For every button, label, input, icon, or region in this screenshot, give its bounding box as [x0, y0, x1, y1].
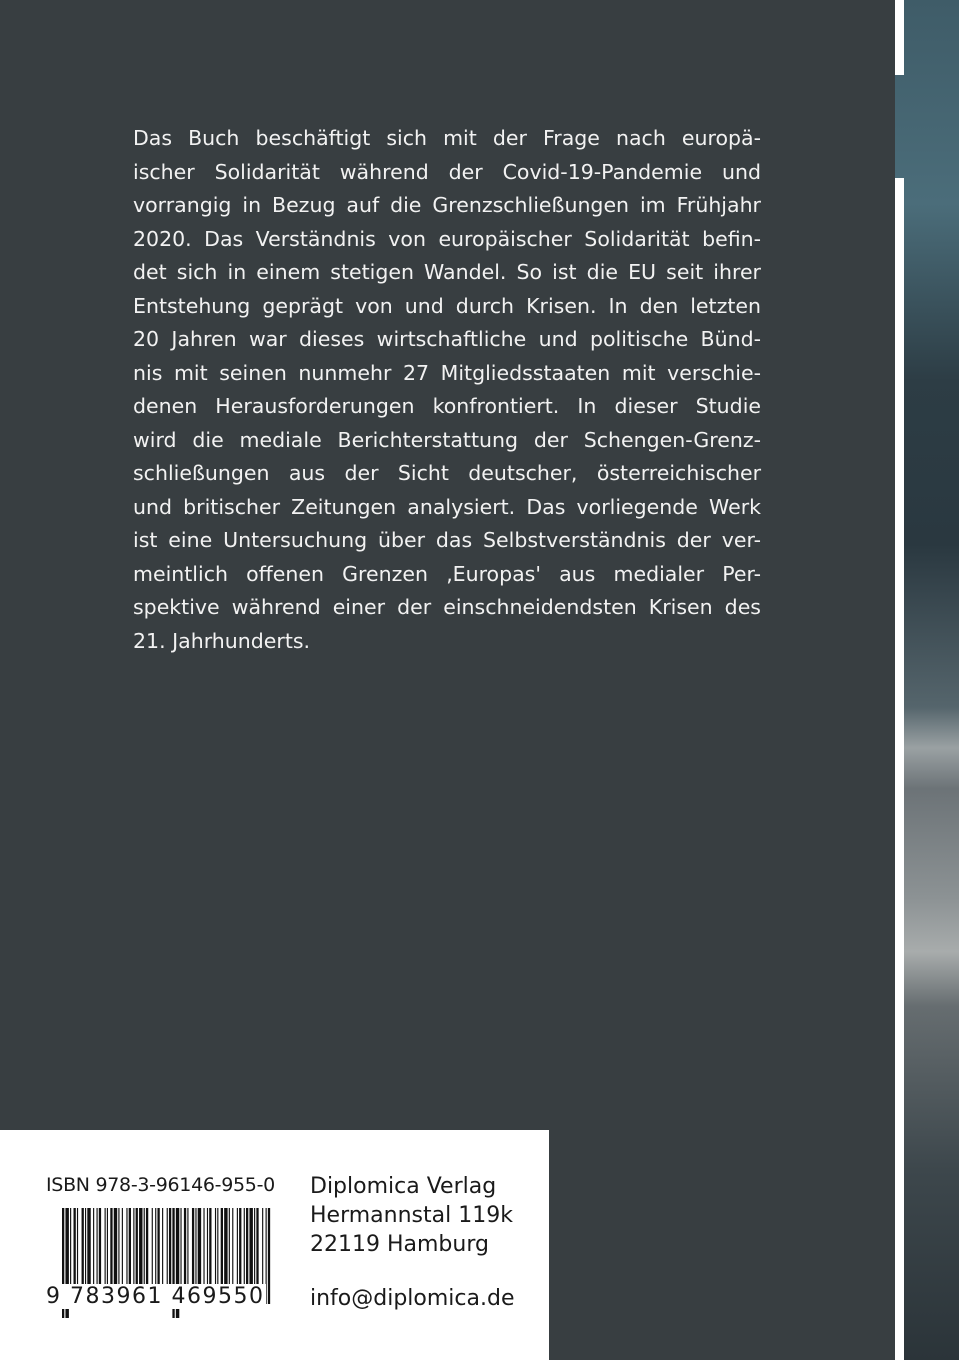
blurb-text: [133, 122, 761, 658]
isbn-label: ISBN 978-3-96146-955-0: [46, 1174, 275, 1196]
publisher-address: [310, 1172, 513, 1259]
publisher-city: 22119 Hamburg: [310, 1232, 489, 1257]
blurb-line: det sich in einem stetigen Wandel. So ist die EU seit ihrer: [133, 260, 761, 284]
blurb-line: meintlich offenen Grenzen ‚Europas' aus medialer Per-: [133, 561, 761, 586]
publisher-street: Hermannstal 119k: [310, 1203, 513, 1228]
white-accent-bar-top: [895, 0, 904, 75]
white-accent-bar-bottom: [895, 178, 904, 1360]
isbn-info-box: [0, 1130, 549, 1360]
blurb-line: schließungen aus der Sicht deutscher, österreichischer: [133, 461, 761, 485]
blurb-line: denen Herausforderungen konfrontiert. In dieser Studie: [133, 394, 761, 418]
blurb-line: spektive während einer der einschneidendsten Krisen des: [133, 595, 761, 619]
barcode-digits: 9 783961 469550: [46, 1284, 265, 1309]
blurb-line: vorrangig in Bezug auf die Grenzschließungen im Frühjahr: [133, 193, 761, 217]
cover-photo-strip: [895, 0, 959, 1360]
blurb-line: 21. Jahrhunderts.: [133, 628, 311, 653]
blurb-line: ist eine Untersuchung über das Selbstverständnis der ver-: [133, 528, 761, 552]
blurb-line: und britischer Zeitungen analysiert. Das vorliegende Werk: [133, 494, 761, 519]
blurb-line: 2020. Das Verständnis von europäischer Solidarität befin-: [133, 226, 761, 251]
blurb-line: wird die mediale Berichterstattung der Schengen-Grenz-: [133, 427, 761, 452]
publisher-name: Diplomica Verlag: [310, 1174, 497, 1199]
blurb-line: 20 Jahren war dieses wirtschaftliche und politische Bünd-: [133, 327, 761, 351]
blurb-line: Entstehung geprägt von und durch Krisen. In den letzten: [133, 293, 761, 318]
blurb-line: nis mit seinen nunmehr 27 Mitgliedsstaaten mit verschie-: [133, 360, 761, 385]
blurb-line: ischer Solidarität während der Covid-19-Pandemie und: [133, 159, 761, 184]
blurb-line: Das Buch beschäftigt sich mit der Frage nach europä-: [133, 126, 761, 150]
publisher-email: info@diplomica.de: [310, 1286, 515, 1311]
